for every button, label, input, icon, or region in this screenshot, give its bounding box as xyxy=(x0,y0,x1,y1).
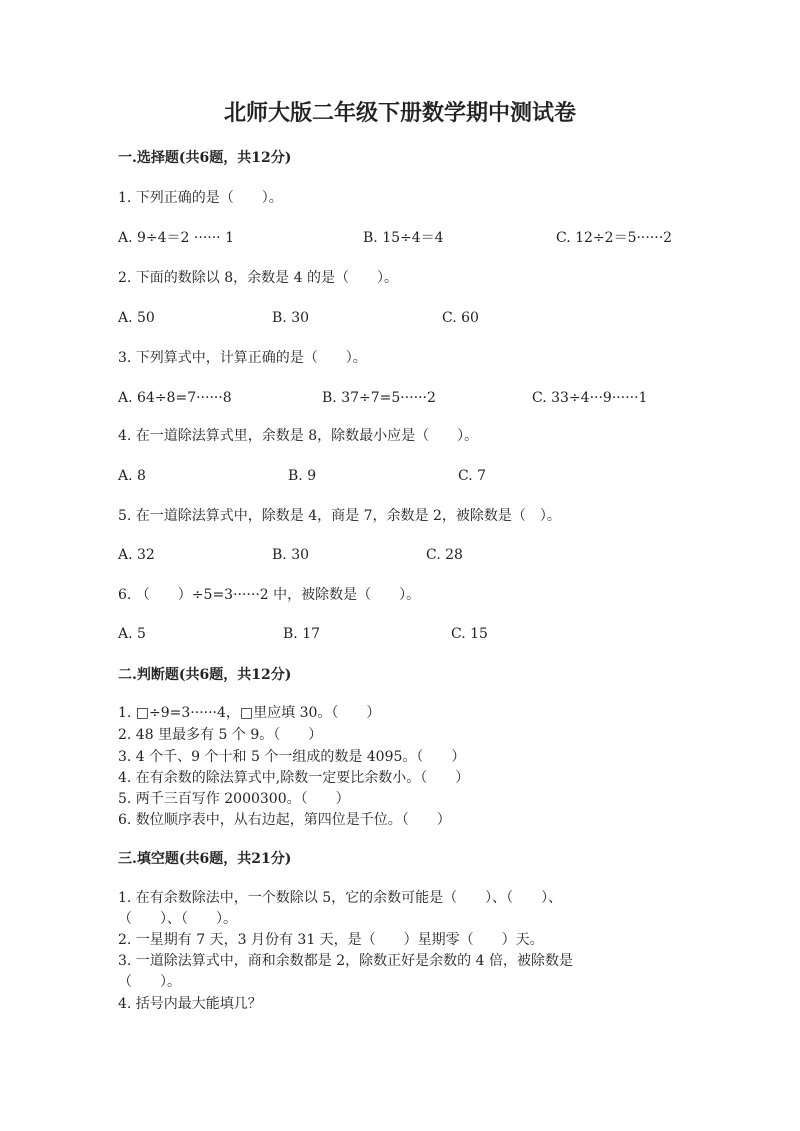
option-c: C. 7 xyxy=(458,468,487,484)
fill-line: 2. 一星期有 7 天，3 月份有 31 天，是（ ）星期零（ ）天。 xyxy=(118,932,544,948)
question-stem: 5. 在一道除法算式中，除数是 4，商是 7，余数是 2，被除数是（ ）。 xyxy=(118,508,561,524)
judgment-item: 2. 48 里最多有 5 个 9。（ ） xyxy=(118,727,323,743)
option-c: C. 15 xyxy=(451,626,488,642)
option-a: A. 8 xyxy=(118,468,146,484)
option-b: B. 30 xyxy=(272,547,310,563)
option-a: A. 9÷4＝2 ······ 1 xyxy=(118,230,234,246)
question-stem: 1. 下列正确的是（ ）。 xyxy=(118,190,283,206)
question-stem: 2. 下面的数除以 8，余数是 4 的是（ ）。 xyxy=(118,270,398,286)
question-stem: 6. （ ）÷5=3······2 中，被除数是（ ）。 xyxy=(118,587,421,603)
fill-line: 4. 括号内最大能填几？ xyxy=(118,996,262,1012)
option-c: C. 60 xyxy=(442,310,479,326)
judgment-item: 6. 数位顺序表中，从右边起，第四位是千位。（ ） xyxy=(118,812,451,828)
option-a: A. 32 xyxy=(118,547,155,563)
judgment-item: 5. 两千三百写作 2000300。（ ） xyxy=(118,791,350,807)
fill-line: （ ）、（ ）。 xyxy=(118,911,237,927)
judgment-item: 1. □÷9=3······4，□里应填 30。（ ） xyxy=(118,705,381,721)
fill-line: 3. 一道除法算式中，商和余数都是 2，除数正好是余数的 4 倍，被除数是 xyxy=(118,953,573,969)
option-b: B. 37÷7=5······2 xyxy=(322,390,436,406)
page-title: 北师大版二年级下册数学期中测试卷 xyxy=(223,100,576,126)
question-stem: 4. 在一道除法算式里，余数是 8，除数最小应是（ ）。 xyxy=(118,428,479,444)
judgment-item: 4. 在有余数的除法算式中,除数一定要比余数小。（ ） xyxy=(118,770,470,786)
option-c: C. 12÷2＝5······2 xyxy=(556,230,673,246)
fill-line: （ ）。 xyxy=(118,974,181,990)
option-c: C. 28 xyxy=(426,547,463,563)
option-a: A. 5 xyxy=(118,626,146,642)
option-b: B. 15÷4＝4 xyxy=(363,230,444,246)
question-stem: 3. 下列算式中，计算正确的是（ ）。 xyxy=(118,350,367,366)
option-a: A. 64÷8=7······8 xyxy=(118,390,232,406)
section-heading-choice: 一.选择题(共6题，共12分) xyxy=(118,150,292,166)
option-a: A. 50 xyxy=(118,310,155,326)
option-b: B. 30 xyxy=(272,310,310,326)
section-heading-judgment: 二.判断题(共6题，共12分) xyxy=(118,667,292,683)
fill-line: 1. 在有余数除法中，一个数除以 5，它的余数可能是（ ）、（ ）、 xyxy=(118,890,563,906)
option-c: C. 33÷4···9······1 xyxy=(532,390,648,406)
section-heading-fill: 三.填空题(共6题，共21分) xyxy=(118,851,292,867)
judgment-item: 3. 4 个千、9 个十和 5 个一组成的数是 4095。（ ） xyxy=(118,749,466,765)
option-b: B. 9 xyxy=(288,468,317,484)
option-b: B. 17 xyxy=(283,626,321,642)
